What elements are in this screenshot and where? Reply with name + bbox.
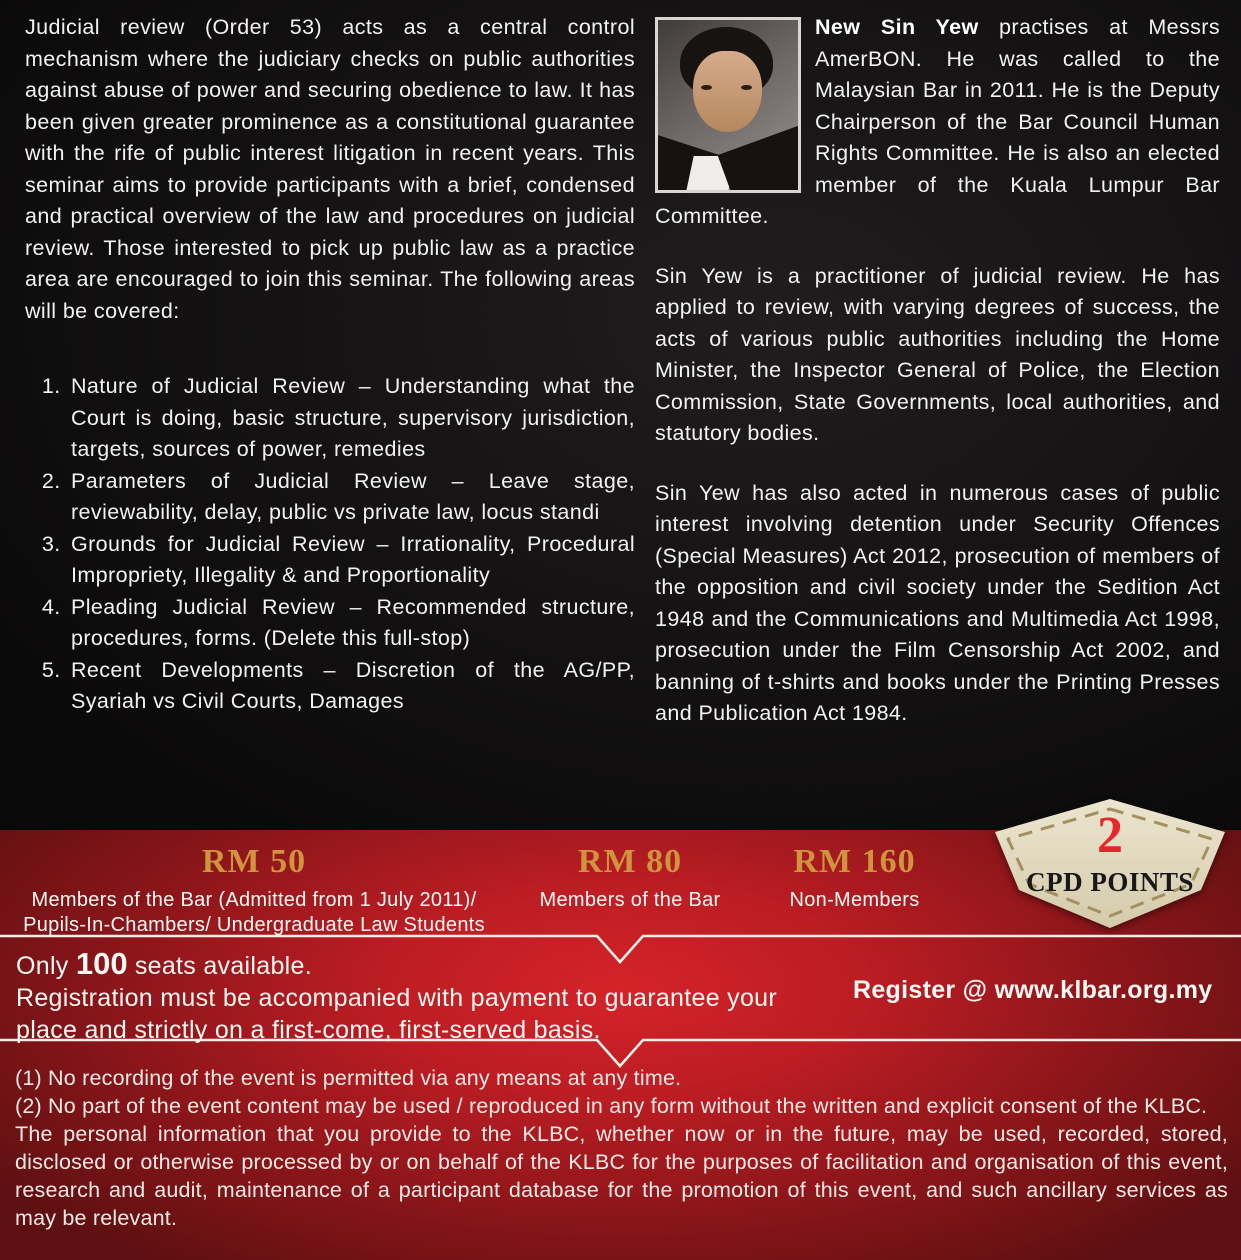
intro-column (25, 12, 635, 718)
photo-eyes-shape (701, 85, 751, 92)
seats-availability (16, 948, 800, 1046)
price-tier-members-2011 (10, 843, 498, 938)
price-amount: RM 160 (793, 843, 916, 880)
topic-item-4: 4. Pleading Judicial Review – Recommended structure, procedures, forms. (Delete this full-stop) (67, 592, 635, 655)
intro-paragraph: Judicial review (Order 53) acts as a central control mechanism where the judiciary checks on public authorities against abuse of power and securing obedience to law. It has been given greater prominence as a constitutional guarantee with the rife of public interest litigation in recent years. This seminar aims to provide participants with a brief, condensed and practical overview of the law and procedures on judicial review. Those interested to pick up public law as a practice area are encouraged to join this seminar. The following areas will be covered: (25, 15, 635, 323)
price-amount: RM 50 (201, 843, 307, 880)
price-amount: RM 80 (577, 843, 683, 880)
speaker-bio-paragraph (655, 12, 1220, 233)
topic-item-3: 3. Grounds for Judicial Review – Irrationality, Procedural Impropriety, Illegality & and Proportionality (67, 529, 635, 592)
price-audience: Members of the Bar (539, 889, 721, 911)
seats-suffix: seats available. (127, 952, 312, 980)
speaker-photo (655, 17, 801, 193)
speaker-paragraph-3: Sin Yew has also acted in numerous cases of public interest involving detention under Security Offences (Special Measures) Act 2012, prosecution of members of the opposition and civil society under the Sedition Act 1948 and the Communications and Multimedia Act 1998, prosecution under the Film Censorship Act 2002, and banning of t-shirts and books under the Printing Presses and Publication Act 1984. (655, 480, 1220, 725)
seats-prefix: Only (16, 952, 76, 980)
register-url[interactable]: Register @ www.klbar.org.my (853, 976, 1213, 1004)
speaker-column (655, 12, 1220, 758)
seats-line (16, 948, 800, 982)
speaker-paragraph-2: Sin Yew is a practitioner of judicial review. He has applied to review, with varying degrees of success, the acts of various public authorities including the Home Minister, the Inspector General of Police, the Election Commission, State Governments, local authorities, and statutory bodies. (655, 263, 1220, 445)
cpd-points-label: CPD POINTS (1026, 867, 1194, 897)
term-no-recording: (1) No recording of the event is permitted via any means at any time. (15, 1066, 682, 1090)
term-no-reproduction: (2) No part of the event content may be used / reproduced in any form without the written and explicit consent of the KLBC. (15, 1094, 1208, 1118)
topic-item-1: 1. Nature of Judicial Review – Understanding what the Court is doing, basic structure, supervisory jurisdiction, targets, sources of power, remedies (67, 371, 635, 466)
speaker-name: New Sin Yew (815, 15, 979, 39)
price-audience: Members of the Bar (Admitted from 1 July 2011)/ Pupils-In-Chambers/ Undergraduate Law Students (23, 889, 485, 936)
cpd-points-badge (995, 799, 1225, 928)
topic-item-5: 5. Recent Developments – Discretion of the AG/PP, Syariah vs Civil Courts, Damages (67, 655, 635, 718)
seats-count: 100 (75, 946, 128, 981)
price-tier-members (505, 843, 755, 913)
registration-note: Registration must be accompanied with payment to guarantee your place and strictly on a first-come, first-served basis. (16, 984, 777, 1044)
photo-face-shape (693, 51, 762, 133)
terms-and-conditions (15, 1064, 1228, 1232)
price-audience: Non-Members (789, 889, 920, 911)
topic-item-2: 2. Parameters of Judicial Review – Leave stage, reviewability, delay, public vs private law, locus standi (67, 466, 635, 529)
topics-list (25, 371, 635, 718)
speaker-bio-text: practises at Messrs AmerBON. He was called to the Malaysian Bar in 2011. He is the Deputy Chairperson of the Bar Council Human Rights Committee. He is also an elected member of the Kuala Lumpur Bar Committee. (655, 15, 1220, 228)
term-personal-data: The personal information that you provide to the KLBC, whether now or in the future, may be used, recorded, stored, disclosed or otherwise processed by or on behalf of the KLBC for the purposes of facilitation and organisation of this event, research and audit, maintenance of a participant database for the promotion of this event, and such ancillary services as may be relevant. (15, 1122, 1228, 1230)
cpd-points-value: 2 (1097, 807, 1123, 864)
photo-suit-right-shape (718, 121, 801, 193)
price-tier-non-members (762, 843, 947, 913)
